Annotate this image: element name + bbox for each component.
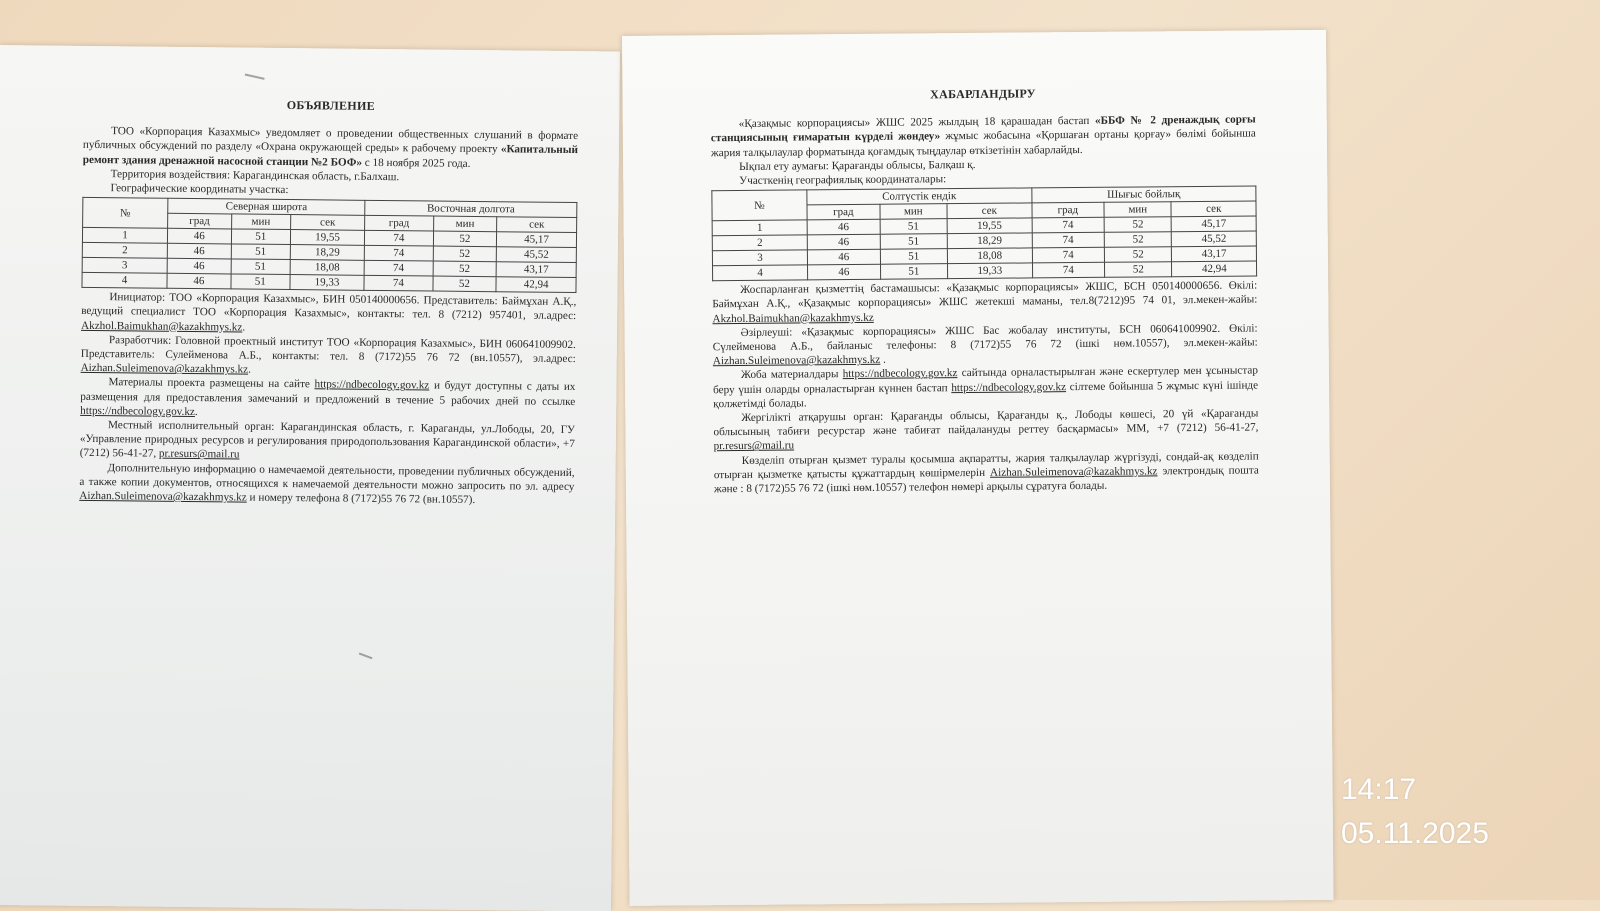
- table-subheader: град: [365, 216, 433, 232]
- email-link[interactable]: Akzhol.Baimukhan@kazakhmys.kz: [81, 319, 243, 334]
- announcement-content-kz: [710, 84, 1259, 496]
- timestamp-date: 05.11.2025: [1341, 817, 1489, 850]
- table-row: 2 46 51 18,29 74 52 45,52: [82, 243, 576, 263]
- table-subheader: мин: [879, 204, 947, 220]
- intro-paragraph: ТОО «Корпорация Казахмыс» уведомляет о проведении общественных слушаний в формате публичных обсуждений по разделу «Охрана окружающей среды» к рабочему проекту «Капитальный ремонт здания дренажной насосной станции №2 БОФ» с 18 ноября 2025 года.: [82, 125, 579, 170]
- table-subheader: град: [807, 204, 880, 220]
- table-subheader: град: [1032, 203, 1105, 219]
- table-subheader: мин: [1104, 202, 1172, 218]
- coords-caption: Географические координаты участка:: [110, 182, 289, 197]
- impact-territory: Территория воздействия: Карагандинская область, г.Балхаш.: [110, 167, 400, 183]
- table-row: 1 46 51 19,55 74 52 45,17: [82, 228, 576, 248]
- project-name: «Капитальный ремонт здания дренажной насосной станции №2 БОФ»: [82, 143, 578, 169]
- coordinates-table: [81, 197, 577, 293]
- website-link[interactable]: https://ndbecology.gov.kz: [842, 367, 958, 381]
- impact-territory: Ықпал ету аумағы: Қарағанды облысы, Балқаш қ.: [739, 158, 976, 173]
- table-subheader: сек: [497, 217, 577, 233]
- table-row: 1 46 51 19,55 74 52 45,17: [712, 216, 1256, 236]
- website-link[interactable]: https://ndbecology.gov.kz: [314, 378, 430, 392]
- table-subheader: мин: [231, 214, 290, 230]
- timestamp-time: 14:17: [1341, 773, 1417, 806]
- email-link[interactable]: Aizhan.Suleimenova@kazakhmys.kz: [712, 353, 881, 368]
- intro-paragraph: «Қазақмыс корпорациясы» ЖШС 2025 жылдың 18 қарашадан бастап «ББФ № 2 дренаждық сорғы станциясының ғимаратын күрделі жөндеу» жұмыс жобасына «Қоршаған ортаны қорғау» бөлімі бойынша жария талқылаулар форматында қоғамдық тыңдаулар өткізетінін хабарлайды.: [710, 113, 1256, 159]
- email-link[interactable]: Aizhan.Suleimenova@kazakhmys.kz: [79, 489, 247, 504]
- table-subheader: сек: [1171, 201, 1256, 217]
- table-header: Солтүстік ендік: [807, 188, 1032, 205]
- initiator-paragraph: Жоспарланған қызметтің бастамашысы: «Қазақмыс корпорациясы» ЖШС, БСН 050140000656. Өкілі: Баймұхан А.Қ., «Қазақмыс корпорациясы» ЖШС жетекші маманы, тел.8(7212)95 74 01, эл.мекен-жайы: Akzhol.Baimukhan@kazakhmys.kz: [712, 279, 1258, 325]
- announcement-sheet-russian: [0, 45, 620, 911]
- table-header: Северная широта: [168, 198, 365, 215]
- table-header: №: [712, 190, 807, 221]
- table-row: 4 46 51 19,33 74 52 42,94: [713, 261, 1257, 281]
- table-subheader: град: [168, 213, 232, 229]
- table-subheader: сек: [290, 215, 364, 231]
- photo-timestamp: [1341, 768, 1489, 856]
- table-subheader: сек: [947, 203, 1032, 219]
- announcement-sheet-kazakh: [622, 30, 1334, 906]
- announcement-content-ru: [79, 96, 578, 508]
- initiator-paragraph: Инициатор: ТОО «Корпорация Казахмыс», БИН 050140000656. Представитель: Баймұхан А.Қ., ведущий специалист ТОО «Корпорация Казахмыс», контакты: тел. 8 (7212) 957401, эл.адрес: Akzhol.Baimukhan@kazakhmys.kz.: [81, 291, 577, 334]
- additional-info-paragraph: Дополнительную информацию о намечаемой деятельности, проведении публичных обсуждений, а также копии документов, относящихся к намечаемой деятельности можно запросить по эл. адресу Aizhan.Suleimenova@kazakhmys.kz и номеру телефона 8 (7172)55 76 72 (вн.10557).: [79, 461, 575, 507]
- table-row: 3 46 51 18,08 74 52 43,17: [712, 246, 1256, 266]
- pen-mark: [245, 74, 265, 80]
- developer-paragraph: Әзірлеуші: «Қазақмыс корпорациясы» ЖШС Бас жобалау институты, БСН 060641009902. Өкілі: Сүлейменова А.Б., байланыс телефоны: 8 (7172)55 76 72 (ішкі нөм.10557), эл.мекен-жайы: Aizhan.Suleimenova@kazakhmys.kz .: [712, 322, 1258, 368]
- email-link[interactable]: pr.resurs@mail.ru: [158, 448, 240, 461]
- materials-paragraph: Жоба материалдары https://ndbecology.gov.kz сайтында орналастырылған және ескертулер мен ұсыныстар беру үшін оларды орналастырған күннен бастап https://ndbecology.gov.kz сілтеме бойынша 5 жұмыс күні ішінде қолжетімді болады.: [713, 364, 1259, 411]
- local-authority-paragraph: Местный исполнительный орган: Карагандинская область, г. Караганды, ул.Лободы, 20, ГУ «Управление природных ресурсов и регулирования природопользования Карагандинской области», +7 (7212) 56-41-27, pr.resurs@mail.ru: [79, 419, 576, 461]
- table-header: Восточная долгота: [365, 201, 577, 218]
- page-title: ОБЪЯВЛЕНИЕ: [286, 98, 376, 113]
- coords-caption: Участкенің географиялық координаталары:: [739, 173, 947, 187]
- website-link[interactable]: https://ndbecology.gov.kz: [951, 380, 1067, 394]
- table-subheader: мин: [433, 216, 497, 232]
- website-link[interactable]: https://ndbecology.gov.kz: [80, 404, 195, 418]
- table-header: Шығыс бойлық: [1031, 186, 1255, 203]
- local-authority-paragraph: Жергілікті атқарушы орган: Қарағанды облысы, Қарағанды қ., Лободы көшесі, 20 үй «Қарағанды облысының табиғи ресурстар және табиғат пайдалануды реттеу басқармасы» ММ, +7 (7212) 56-41-27, pr.resurs@mail.ru: [713, 407, 1259, 453]
- email-link[interactable]: pr.resurs@mail.ru: [713, 439, 795, 453]
- pen-mark: [359, 652, 373, 659]
- additional-info-paragraph: Көзделіп отырған қызмет туралы қосымша ақпаратты, жария талқылаулар жүргізуді, сондай-ақ көзделіп отырған қызметке қатысты құжаттардың көшірмелерін Aizhan.Suleimenova@kazakhmys.kz электрондық пошта және : 8 (7172)55 76 72 (ішкі нөм.10557) телефон нөмері арқылы сұратуға болады.: [713, 450, 1259, 496]
- materials-paragraph: Материалы проекта размещены на сайте https://ndbecology.gov.kz и будут доступны с даты их размещения для предоставления замечаний и предложений в течение 5 рабочих дней по ссылке https://ndbecology.gov.kz.: [80, 376, 576, 418]
- email-link[interactable]: Akzhol.Baimukhan@kazakhmys.kz: [712, 311, 874, 325]
- page-title: ХАБАРЛАНДЫРУ: [930, 86, 1036, 102]
- table-row: 4 46 51 19,33 74 52 42,94: [82, 273, 576, 293]
- developer-paragraph: Разработчик: Головной проектный институт ТОО «Корпорация Казахмыс», БИН 060641009902. Представитель: Сулейменова А.Б., контакты: тел. 8 (7172)55 76 72 (вн.10557), эл.адрес: Aizhan.Suleimenova@kazakhmys.kz.: [80, 333, 576, 376]
- email-link[interactable]: Aizhan.Suleimenova@kazakhmys.kz: [80, 362, 249, 376]
- coordinates-table: [711, 186, 1257, 282]
- table-row: 3 46 51 18,08 74 52 43,17: [82, 258, 576, 278]
- table-header: №: [83, 198, 168, 229]
- email-link[interactable]: Aizhan.Suleimenova@kazakhmys.kz: [989, 465, 1158, 479]
- table-row: 2 46 51 18,29 74 52 45,52: [712, 231, 1256, 251]
- project-name: «ББФ № 2 дренаждық сорғы станциясының ғимаратын күрделі жөндеу»: [710, 113, 1256, 145]
